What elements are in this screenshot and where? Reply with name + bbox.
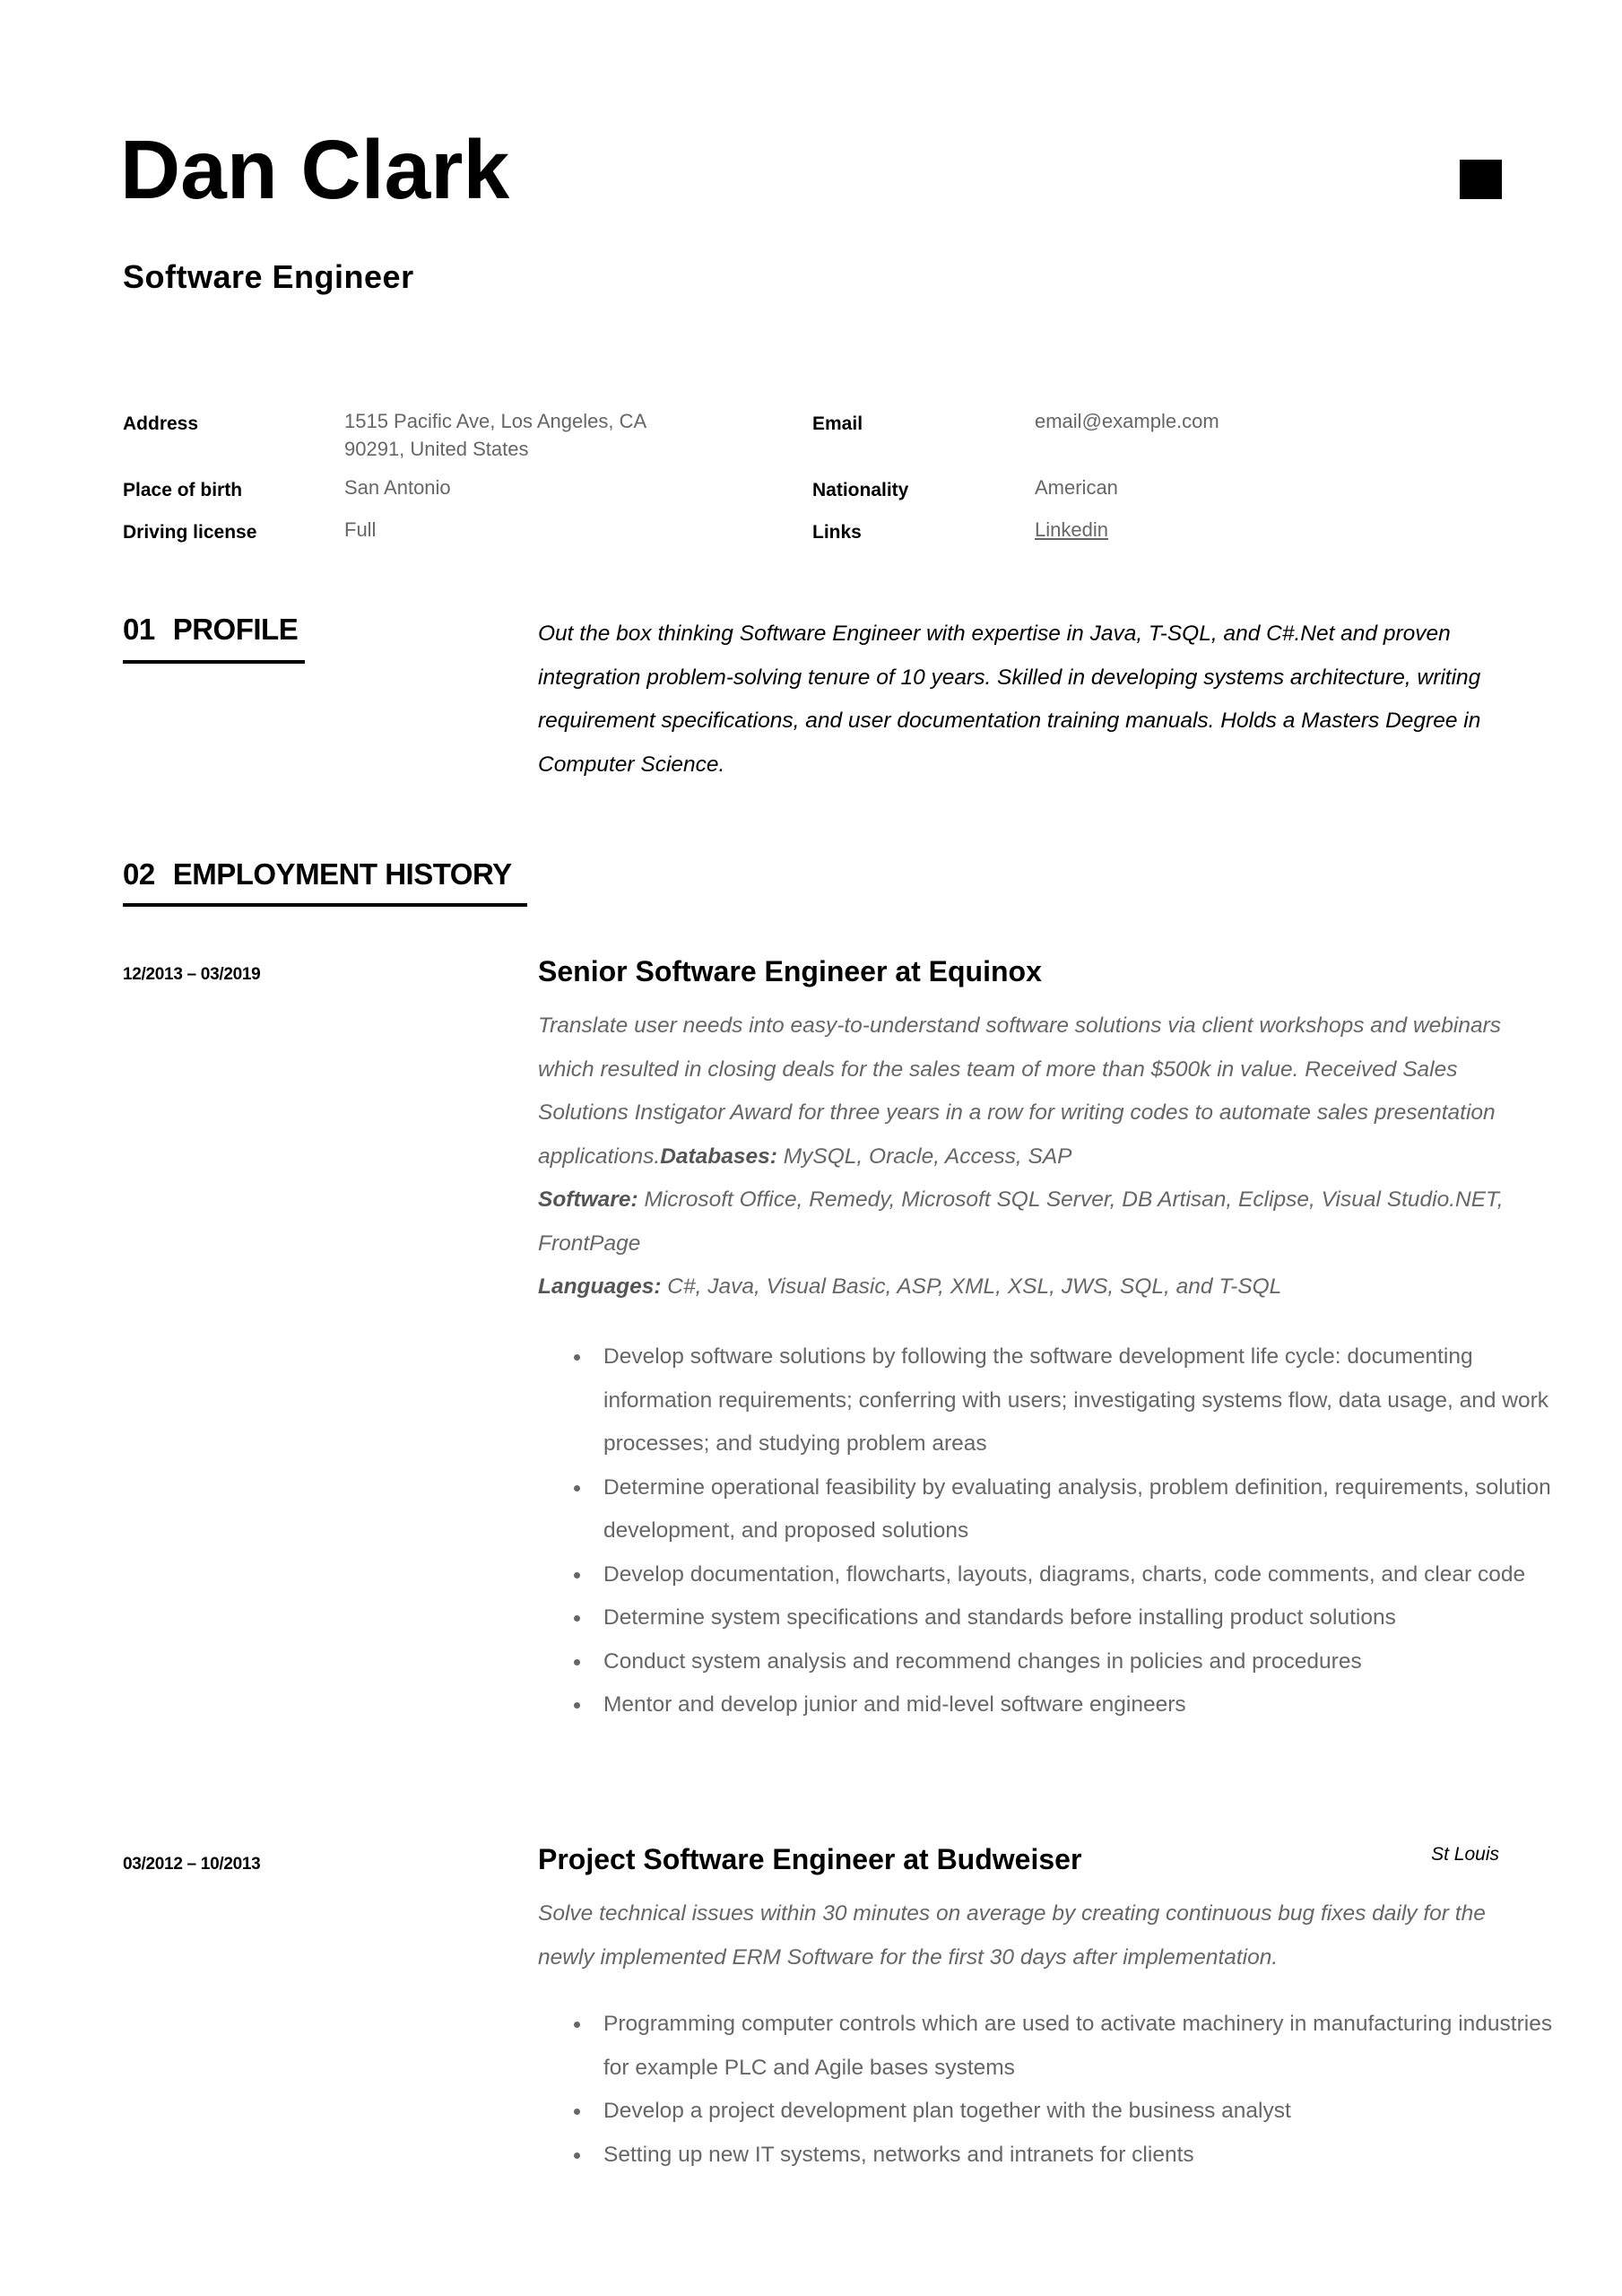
employment-heading-underline xyxy=(123,903,527,907)
list-item: Determine operational feasibility by evaluating analysis, problem definition, requirements, solution development, and proposed solutions xyxy=(603,1466,1581,1553)
software-label: Software: xyxy=(538,1187,638,1212)
address-label: Address xyxy=(123,413,199,434)
driving-license-value: Full xyxy=(344,518,377,541)
profile-heading-underline xyxy=(123,660,305,664)
section-title: EMPLOYMENT HISTORY xyxy=(172,857,512,891)
candidate-name: Dan Clark xyxy=(120,123,510,216)
list-item: Setting up new IT systems, networks and intranets for clients xyxy=(603,2134,1581,2178)
section-number: 01 xyxy=(123,613,155,646)
languages-label: Languages: xyxy=(538,1274,662,1299)
place-of-birth-value: San Antonio xyxy=(344,476,451,499)
address-line-2: 90291, United States xyxy=(344,438,529,460)
job-description-text: Translate user needs into easy-to-understand software solutions via client workshops and webinars which resulted in closing deals for the sales team of more than $500k in value. Received Sales Solutions Instigator Award for three years in a row for writing codes to automate sales presentation applications. xyxy=(538,1013,1502,1169)
job-location: St Louis xyxy=(1431,1844,1499,1865)
list-item: Conduct system analysis and recommend changes in policies and procedures xyxy=(603,1640,1581,1684)
software-value: Microsoft Office, Remedy, Microsoft SQL Server, DB Artisan, Eclipse, Visual Studio.NET, FrontPage xyxy=(538,1187,1504,1256)
nationality-label: Nationality xyxy=(812,480,909,500)
section-number: 02 xyxy=(123,857,155,891)
list-item: Programming computer controls which are used to activate machinery in manufacturing industries for example PLC and Agile bases systems xyxy=(603,2003,1581,2090)
email-value[interactable]: email@example.com xyxy=(1035,410,1219,432)
list-item: Determine system specifications and standards before installing product solutions xyxy=(603,1596,1581,1640)
job-dates: 12/2013 – 03/2019 xyxy=(123,965,261,984)
employment-heading xyxy=(123,859,512,889)
languages-value: C#, Java, Visual Basic, ASP, XML, XSL, JWS, SQL, and T-SQL xyxy=(661,1274,1282,1299)
job-dates: 03/2012 – 10/2013 xyxy=(123,1855,261,1874)
list-item: Develop documentation, flowcharts, layouts, diagrams, charts, code comments, and clear code xyxy=(603,1553,1581,1597)
list-item: Develop a project development plan together with the business analyst xyxy=(603,2090,1581,2134)
address-value xyxy=(344,407,646,463)
email-label: Email xyxy=(812,413,863,434)
profile-summary: Out the box thinking Software Engineer with expertise in Java, T-SQL, and C#.Net and proven integration problem-solving tenure of 10 years. Skilled in developing systems architecture, writing requirement specifications, and user documentation training manuals. Holds a Masters Degree in Computer Science. xyxy=(538,622,1481,777)
databases-label: Databases: xyxy=(660,1144,777,1169)
job-title-heading: Software Engineer xyxy=(123,258,414,295)
links-label: Links xyxy=(812,522,862,543)
job-title: Project Software Engineer at Budweiser xyxy=(538,1843,1082,1875)
job-title: Senior Software Engineer at Equinox xyxy=(538,955,1042,987)
profile-heading xyxy=(123,614,298,644)
list-item: Develop software solutions by following the software development life cycle: documenting information requirements; conferring with users; investigating systems flow, data usage, and work processes; and studying problem areas xyxy=(603,1335,1581,1466)
place-of-birth-label: Place of birth xyxy=(123,480,243,500)
address-line-1: 1515 Pacific Ave, Los Angeles, CA xyxy=(344,410,647,432)
driving-license-label: Driving license xyxy=(123,522,257,543)
job-responsibilities xyxy=(538,2003,1581,2177)
job-description xyxy=(538,1004,1515,1309)
section-title: PROFILE xyxy=(172,613,299,646)
job-responsibilities xyxy=(538,1335,1581,1727)
job-description: Solve technical issues within 30 minutes on average by creating continuous bug fixes daily for the newly implemented ERM Software for the first 30 days after implementation. xyxy=(538,1901,1486,1970)
nationality-value: American xyxy=(1035,476,1118,499)
databases-value: MySQL, Oracle, Access, SAP xyxy=(776,1144,1072,1169)
black-square-icon xyxy=(1460,160,1502,199)
linkedin-link[interactable]: Linkedin xyxy=(1035,518,1108,541)
list-item: Mentor and develop junior and mid-level software engineers xyxy=(603,1683,1581,1727)
